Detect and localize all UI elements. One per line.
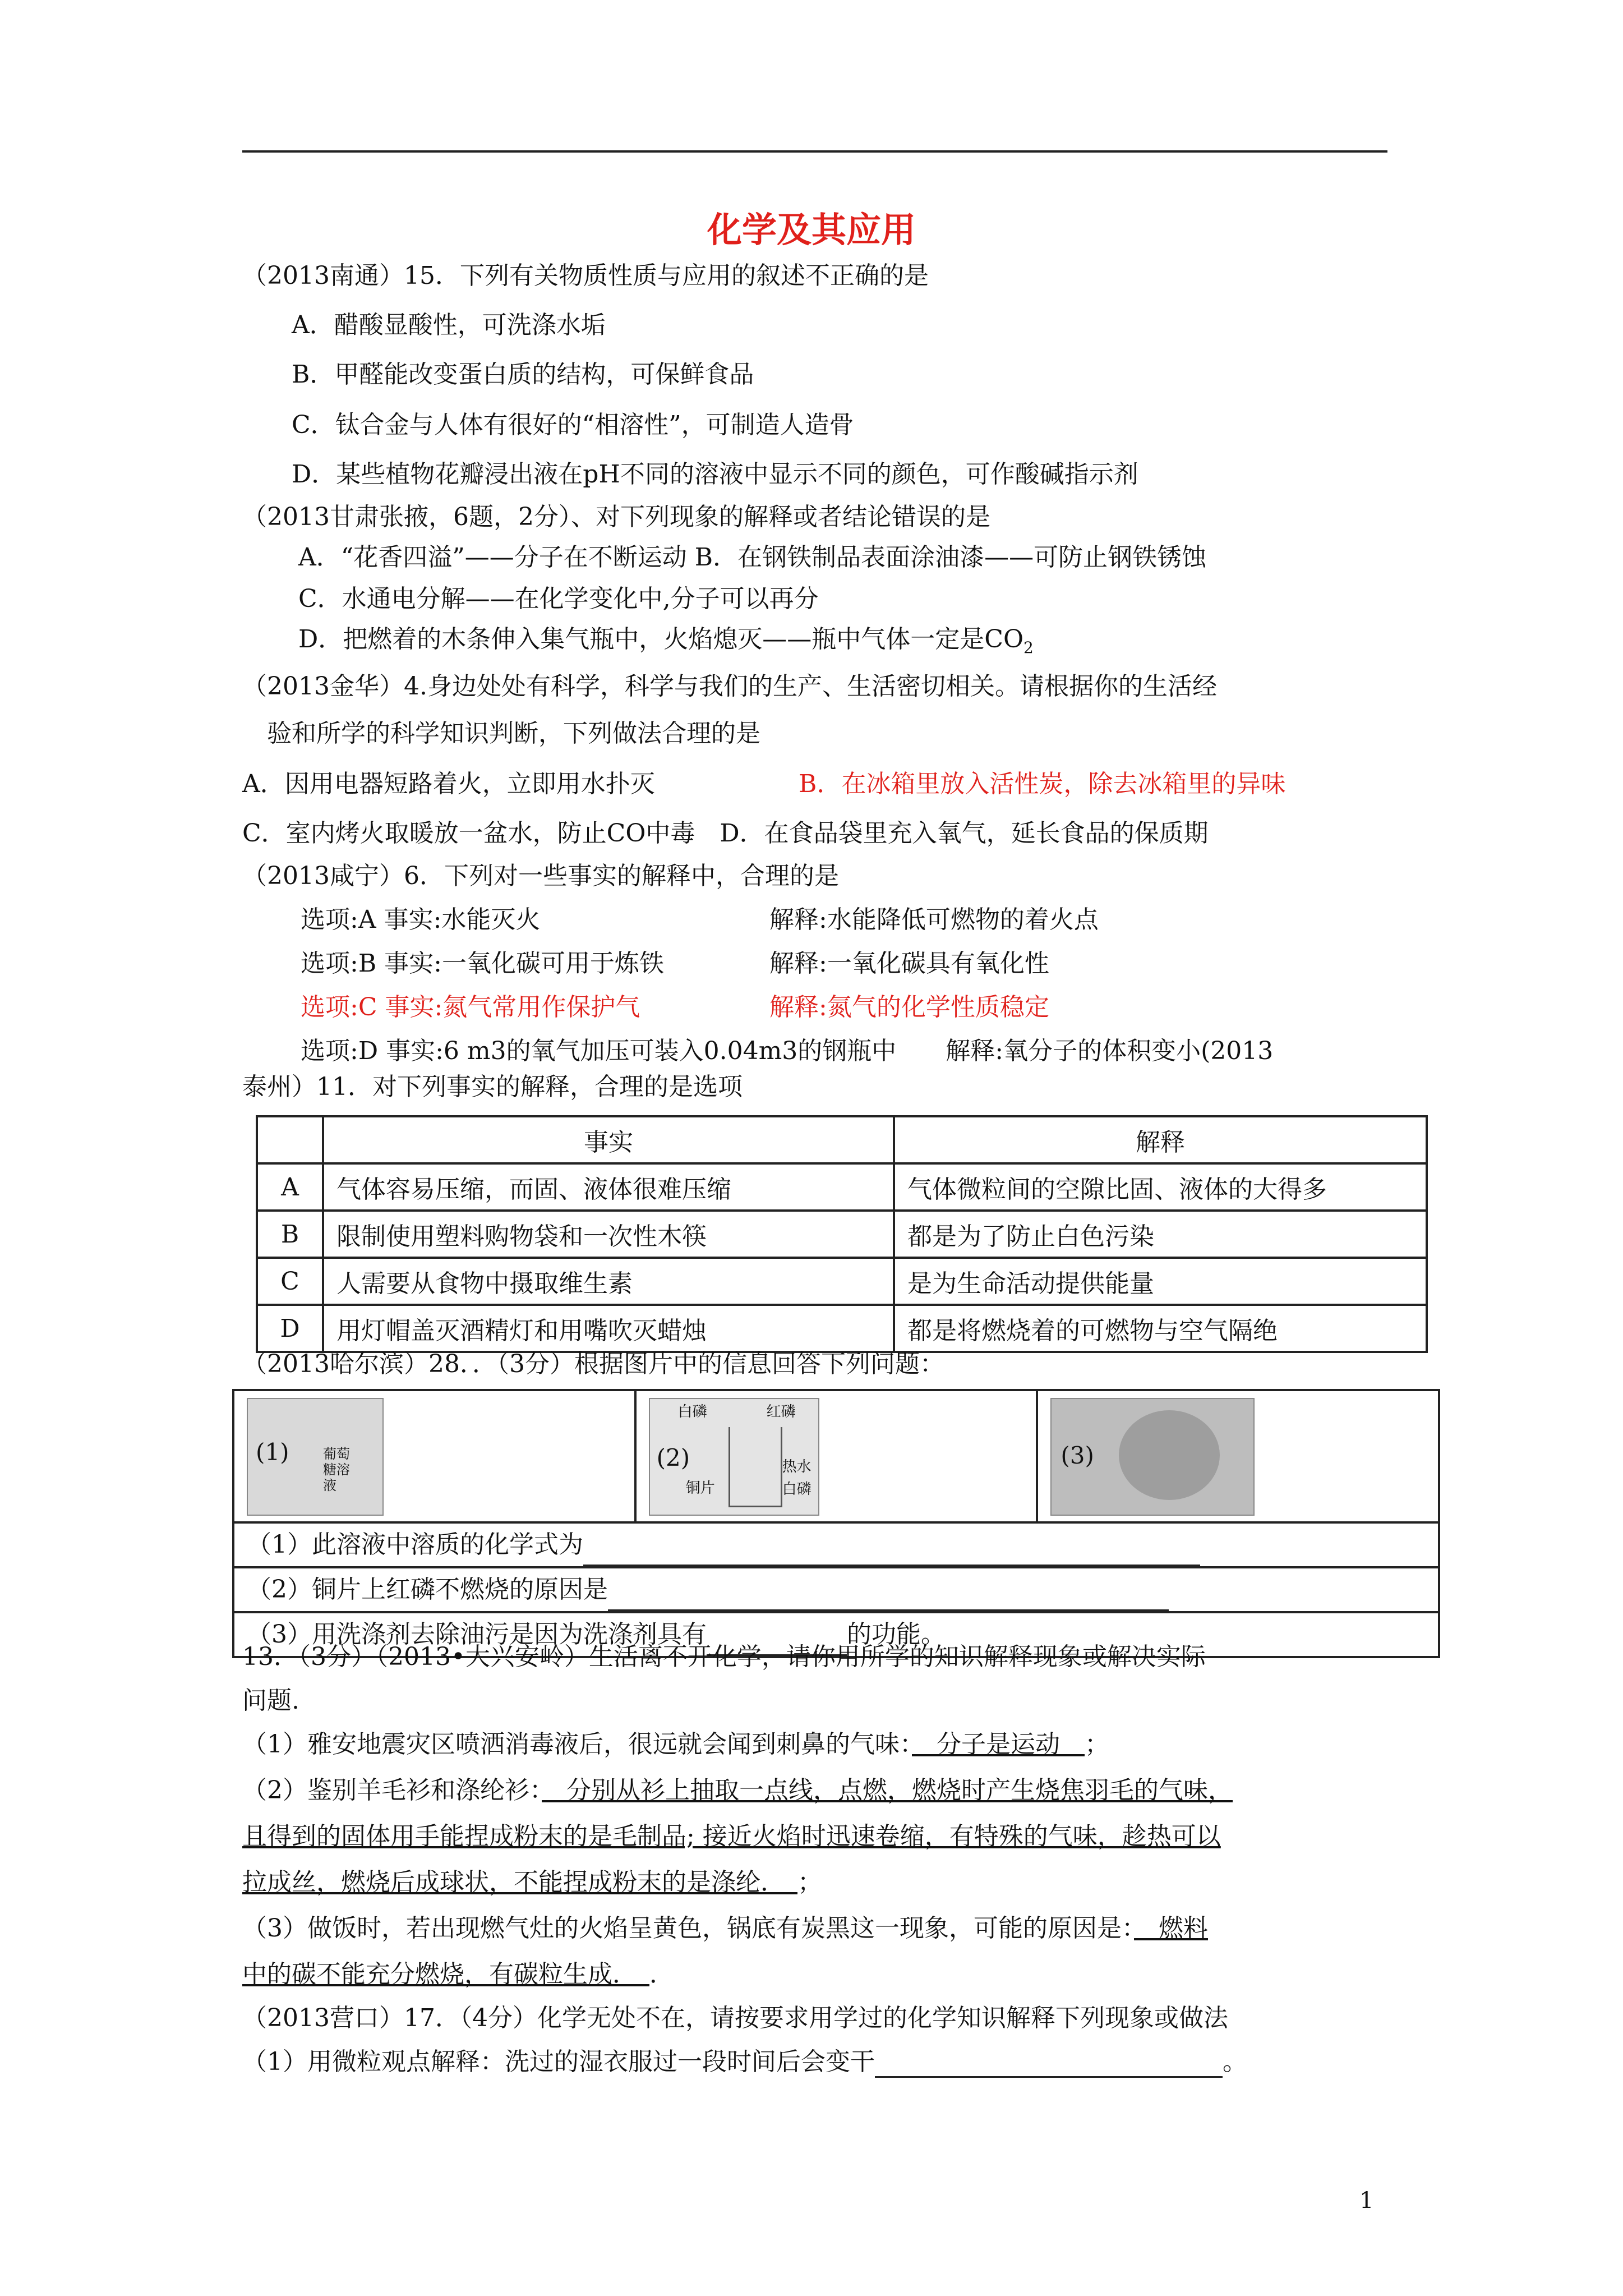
q1-stem: （2013南通）15．下列有关物质性质与应用的叙述不正确的是 [242,261,929,290]
table-header-row [257,1116,1427,1163]
table-header-fact: 事实 [323,1116,894,1163]
q3-option-cd: C．室内烤火取暖放一盆水，防止CO中毒 D．在食品袋里充入氧气，延长食品的保质期 [242,819,1209,848]
question-text: （3）用洗涤剂去除油污是因为洗涤剂具有 [247,1620,707,1649]
q6-stem-line1: 13．（3分）（2013•大兴安岭）生活离不开化学，请你用所学的知识解释现象或解决实际 [242,1642,1206,1671]
q1-option-c: C．钛合金与人体有很好的“相溶性”，可制造人造骨 [292,411,854,439]
page-title: 化学及其应用 [707,209,916,250]
q2-option-d: D．把燃着的木条伸入集气瓶中，火焰熄灭——瓶中气体一定是$CO_2$ [298,625,1034,657]
beaker-tag: 白磷 [677,1404,707,1420]
table-cell: 人需要从食物中摄取维生素 [323,1258,894,1305]
picture-cell-2 [637,1391,1039,1521]
q4-row-d: 选项:D 事实:6 m3的氧气加压可装入0.04m3的钢瓶中 解释:氧分子的体积变小(2013 [301,1037,1274,1065]
table-cell: 用灯帽盖灭酒精灯和用嘴吹灭蜡烛 [323,1305,894,1352]
table-row [257,1258,1427,1305]
q5-stem: （2013哈尔滨）28．．（3分）根据图片中的信息回答下列问题： [242,1350,944,1378]
table-row [257,1163,1427,1211]
q4-stem: （2013咸宁）6．下列对一些事实的解释中，合理的是 [242,862,839,890]
table-cell: B [257,1211,323,1258]
picture-questions-table [232,1389,1440,1658]
picture-row [234,1391,1438,1524]
q7-question-1: （1）用微粒观点解释：洗过的湿衣服过一段时间后会变干 。 [242,2046,1247,2078]
question-text: （2）铜片上红磷不燃烧的原因是 [247,1575,608,1604]
table-cell: 都是将燃烧着的可燃物与空气隔绝 [894,1305,1427,1352]
table-cell: 都是为了防止白色污染 [894,1211,1427,1258]
q6-stem-line2: 问题. [242,1686,299,1715]
table-header-expl: 解释 [894,1116,1427,1163]
table-row [257,1305,1427,1352]
q4-row-b-fact: 选项:B 事实:一氧化碳可用于炼铁 [301,949,664,978]
picture-question-1 [234,1524,1438,1568]
table-cell: A [257,1163,323,1211]
q6-answer-2-line2: 且得到的固体用手能捏成粉末的是毛制品; 接近火焰时迅速卷缩，有特殊的气味，趁热可以 [242,1822,1221,1851]
facts-table [256,1115,1428,1353]
page-number: 1 [1359,2188,1374,2214]
picture-cell-3 [1038,1391,1438,1521]
header-rule [242,150,1387,153]
beaker-tag: 红磷 [766,1404,796,1420]
table-cell: 气体容易压缩，而固、液体很难压缩 [323,1163,894,1211]
answer-blank[interactable] [875,2050,1223,2078]
beaker-tag: 热水 [782,1458,811,1475]
table-cell: 气体微粒间的空隙比固、液体的大得多 [894,1163,1427,1211]
picture-2-label: (2) [656,1444,690,1471]
q1-option-b: B．甲醛能改变蛋白质的结构，可保鲜食品 [292,360,754,389]
q4-row-c-fact: 选项:C 事实:氮气常用作保护气 [301,993,640,1022]
question-text: 的功能。 [847,1620,946,1649]
q4-row-a-fact: 选项:A 事实:水能灭火 [301,905,541,934]
q1-option-a: A．醋酸显酸性，可洗涤水垢 [292,311,606,339]
picture-question-2 [234,1568,1438,1613]
phosphorus-beaker-image [649,1398,819,1516]
q4-row-b-expl: 解释:一氧化碳具有氧化性 [769,949,1049,978]
table-cell: D [257,1305,323,1352]
q2-option-c: C．水通电分解——在化学变化中,分子可以再分 [298,585,819,613]
q6-answer-2-line1: （2）鉴别羊毛衫和涤纶衫： 分别从衫上抽取一点线，点燃，燃烧时产生烧焦羽毛的气味， [242,1776,1233,1805]
q6-answer-3-line2: 中的碳不能充分燃烧，有碳粒生成． ． [242,1960,674,1989]
table-cell: 是为生命活动提供能量 [894,1258,1427,1305]
table-cell: C [257,1258,323,1305]
picture-3-label: (3) [1061,1442,1094,1469]
q3-option-a: A．因用电器短路着火，立即用水扑灭 [242,770,655,798]
picture-1-label: (1) [256,1438,289,1466]
beaker-tag: 铜片 [685,1480,715,1497]
bottle-label-text: 葡萄糖溶液 [323,1446,350,1493]
table-row [257,1211,1427,1258]
picture-cell-1 [234,1391,637,1521]
q4-continued: 泰州）11．对下列事实的解释，合理的是选项 [242,1073,743,1101]
q3-stem-line2: 验和所学的科学知识判断，下列做法合理的是 [267,719,760,748]
answer-blank[interactable] [608,1584,1169,1611]
answer-blank[interactable] [583,1539,1200,1566]
q3-stem-line1: （2013金华）4.身边处处有科学，科学与我们的生产、生活密切相关。请根据你的生活经 [242,672,1217,701]
q2-stem: （2013甘肃张掖，6题，2分）、对下列现象的解释或者结论错误的是 [242,503,990,531]
oily-dish-image [1050,1398,1255,1516]
q6-answer-2-line3: 拉成丝，燃烧后成球状，不能捏成粉末的是涤纶． ； [242,1868,822,1897]
q6-answer-3-line1: （3）做饭时，若出现燃气灶的火焰呈黄色，锅底有炭黑这一现象，可能的原因是： 燃料 [242,1914,1208,1943]
q6-answer-1: （1）雅安地震灾区喷洒消毒液后，很远就会闻到刺鼻的气味： 分子是运动 ； [242,1730,1109,1759]
q2-option-ab: A．“花香四溢”——分子在不断运动 B．在钢铁制品表面涂油漆——可防止钢铁锈蚀 [298,543,1207,572]
q1-option-d: D．某些植物花瓣浸出液在pH不同的溶液中显示不同的颜色，可作酸碱指示剂 [292,460,1138,489]
q3-option-b: B．在冰箱里放入活性炭，除去冰箱里的异味 [799,770,1286,798]
q4-row-a-expl: 解释:水能降低可燃物的着火点 [769,905,1099,934]
q7-stem: （2013营口）17．（4分）化学无处不在，请按要求用学过的化学知识解释下列现象或做法 [242,2004,1228,2032]
glucose-bottle-image [247,1398,384,1516]
q4-row-c-expl: 解释:氮气的化学性质稳定 [769,993,1049,1022]
dish-icon [1119,1410,1220,1500]
beaker-icon [728,1427,782,1507]
beaker-tag: 白磷 [782,1481,811,1498]
question-text: （1）此溶液中溶质的化学式为 [247,1530,583,1559]
table-header-blank [257,1116,323,1163]
table-cell: 限制使用塑料购物袋和一次性木筷 [323,1211,894,1258]
